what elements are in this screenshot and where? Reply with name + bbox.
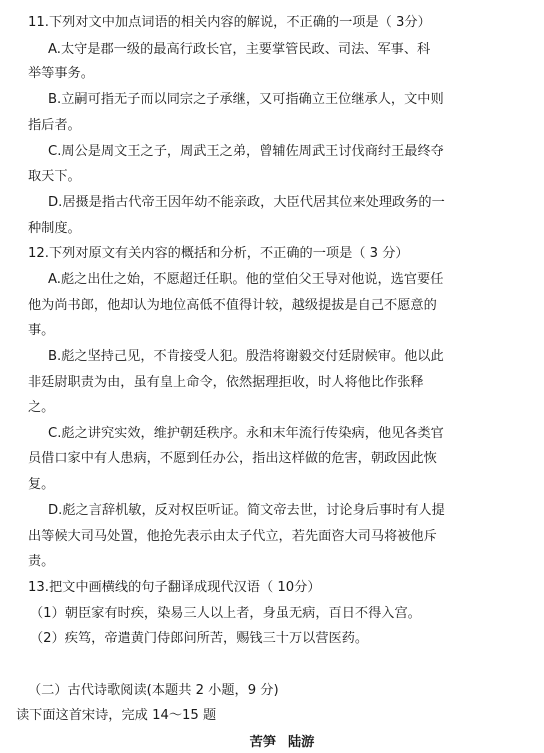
q11-option-a-line2: 举等事务。	[28, 66, 94, 81]
q11-option-c-line1: C.周公是周文王之子，周武王之弟，曾辅佐周武王讨伐商纣王最终夺	[48, 144, 444, 159]
question-13-stem: 13.把文中画横线的句子翻译成现代汉语（ 10分）	[28, 580, 321, 595]
q12-option-a-line3: 事。	[28, 323, 55, 338]
q11-option-c-line2: 取天下。	[28, 169, 81, 184]
q12-option-a-line2: 他为尚书郎，他却认为地位高低不值得计较，越级提拔是自己不愿意的	[28, 298, 437, 313]
q13-sentence-1: （1）朝臣家有时疾，染易三人以上者，身虽无病，百日不得入宫。	[30, 606, 421, 621]
question-11-stem: 11.下列对文中加点词语的相关内容的解说，不正确的一项是（ 3分）	[28, 15, 431, 30]
q11-option-a-line1: A.太守是郡一级的最高行政长官，主要掌管民政、司法、军事、科	[48, 42, 431, 57]
q11-option-d-line2: 种制度。	[28, 221, 81, 236]
q12-option-b-line3: 之。	[28, 400, 55, 415]
poem-title: 苦笋	[249, 735, 276, 750]
section-heading-poetry: （二）古代诗歌阅读(本题共 2 小题，9 分)	[28, 683, 279, 698]
q11-option-d-line1: D.居摄是指古代帝王因年幼不能亲政，大臣代居其位来处理政务的一	[48, 195, 445, 210]
q12-option-b-line1: B.彪之坚持己见，不肯接受人犯。殷浩将谢毅交付廷尉候审。他以此	[48, 349, 444, 364]
q12-option-d-line2: 出等候大司马处置，他抢先表示由太子代立，若先面咨大司马将被他斥	[28, 529, 437, 544]
poem-author: 陆游	[288, 735, 315, 750]
q12-option-c-line1: C.彪之讲究实效，维护朝廷秩序。永和末年流行传染病，他见各类官	[48, 426, 444, 441]
q11-option-b-line2: 指后者。	[28, 118, 81, 133]
q12-option-c-line3: 复。	[28, 477, 55, 492]
poem-title-line	[0, 733, 544, 753]
q12-option-d-line1: D.彪之言辞机敏，反对权臣听证。简文帝去世，讨论身后事时有人提	[48, 503, 445, 518]
q12-option-b-line2: 非廷尉职责为由，虽有皇上命令，依然据理拒收，时人将他比作张释	[28, 375, 424, 390]
q13-sentence-2: （2）疾笃，帝遣黄门侍郎问所苦，赐钱三十万以营医药。	[30, 631, 369, 646]
q11-option-b-line1: B.立嗣可指无子而以同宗之子承继，又可指确立王位继承人，文中则	[48, 92, 444, 107]
q12-option-d-line3: 责。	[28, 554, 55, 569]
poetry-instruction: 读下面这首宋诗，完成 14～15 题	[16, 708, 217, 723]
question-12-stem: 12.下列对原文有关内容的概括和分析，不正确的一项是（ 3 分）	[28, 246, 409, 261]
q12-option-c-line2: 员借口家中有人患病，不愿到任办公，指出这样做的危害，朝政因此恢	[28, 451, 437, 466]
q12-option-a-line1: A.彪之出仕之始，不愿超迁任职。他的堂伯父王导对他说，选官要任	[48, 272, 444, 287]
